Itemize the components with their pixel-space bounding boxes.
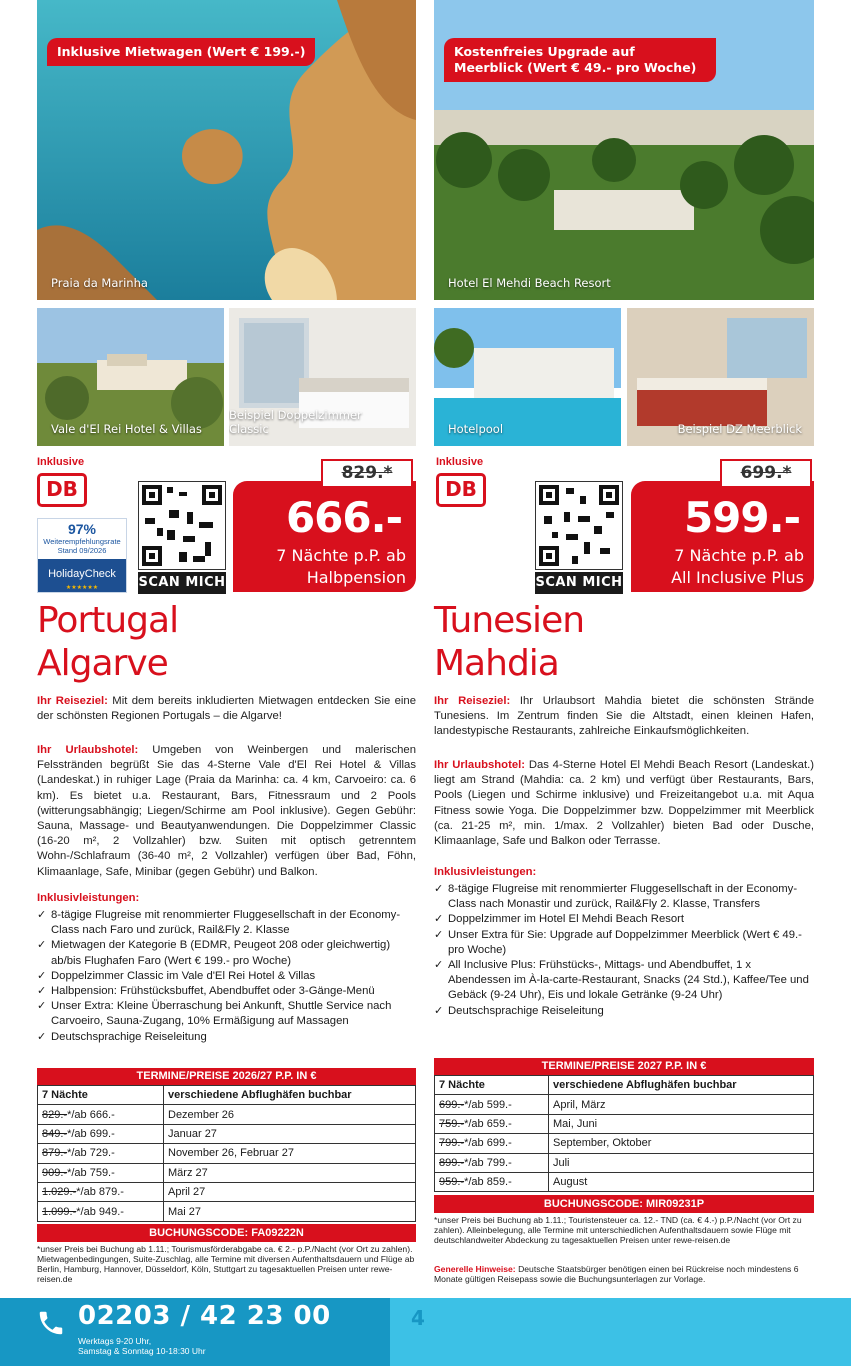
- list-item: ✓ 8-tägige Flugreise mit renommierter Fluggesellschaft in der Economy-Class nach Faro und zurück, Rail&Fly 2. Klasse: [37, 908, 416, 938]
- photo-caption: Vale d'El Rei Hotel & Villas: [51, 422, 202, 436]
- db-logo: DB: [37, 473, 87, 507]
- scan-label: SCAN MICH: [535, 572, 623, 594]
- table-row: [38, 1144, 416, 1163]
- table-row: [38, 1124, 416, 1143]
- holidaycheck-badge: [37, 518, 127, 593]
- fine-print: *unser Preis bei Buchung ab 1.11.; Tourismusförderabgabe ca. € 2.- p.P./Nacht (vor Ort zu zahlen). Mietwagenbedingungen, Suite-Zuschlag, alle Termine mit diversen Aufenthaltsdauern und Flüge ab Berlin, Hamburg, Hannover, Düsseldorf, Köln, Stuttgart zu tagesaktuellen Preisen unter rewe-reisen.de: [37, 1244, 415, 1284]
- col-nights: 7 Nächte: [435, 1076, 549, 1095]
- db-logo: DB: [436, 473, 486, 507]
- inklusive-label: Inklusive: [436, 456, 484, 468]
- date-cell: Januar 27: [164, 1124, 416, 1143]
- reiseziel-text: [434, 694, 814, 740]
- list-item: ✓ Doppelzimmer im Hotel El Mehdi Beach Resort: [434, 912, 814, 927]
- list-item: ✓ Doppelzimmer Classic im Vale d'El Rei Hotel & Villas: [37, 969, 416, 984]
- price-table: [434, 1075, 814, 1192]
- footer-contact: [0, 1298, 390, 1366]
- inklusiv-title: Inklusivleistungen:: [434, 866, 537, 878]
- old-price-cell: 899.-: [439, 1156, 465, 1169]
- price-table-title: TERMINE/PREISE 2027 P.P. IN €: [434, 1058, 814, 1075]
- thumb-room-photo: [229, 308, 416, 446]
- photo-caption: Hotel El Mehdi Beach Resort: [448, 276, 611, 290]
- reiseziel-label: Ihr Reiseziel:: [434, 695, 511, 707]
- price-subtitle: [624, 545, 804, 589]
- price-table: [37, 1085, 416, 1222]
- qr-pattern: [139, 482, 225, 569]
- hotel-label: Ihr Urlaubshotel:: [37, 744, 139, 756]
- price-nights: 7 Nächte p.P. ab: [674, 546, 804, 565]
- old-price-cell: 909.-: [42, 1166, 68, 1179]
- booking-code: BUCHUNGSCODE: MIR09231P: [434, 1195, 814, 1213]
- main-photo-praia-da-marinha: [37, 0, 416, 300]
- price-cell: [435, 1153, 549, 1172]
- new-price-cell: */ab 729.-: [67, 1147, 115, 1160]
- list-item: ✓ Halbpension: Frühstücksbuffet, Abendbuffet oder 3-Gänge-Menü: [37, 984, 416, 999]
- price-value: 599.-: [683, 493, 800, 542]
- hotel-text: [37, 743, 416, 880]
- qr-code[interactable]: [138, 481, 226, 570]
- price-board: Halbpension: [306, 568, 406, 587]
- table-row: [38, 1182, 416, 1201]
- phone-icon: [36, 1308, 66, 1338]
- photo-caption: Beispiel Doppelzimmer Classic: [229, 408, 362, 436]
- thumb-pool-photo: [434, 308, 621, 446]
- list-item: ✓ Deutschsprachige Reiseleitung: [37, 1030, 416, 1045]
- price-cell: [38, 1163, 164, 1182]
- price-cell: [38, 1124, 164, 1143]
- price-box: [631, 481, 814, 592]
- date-cell: Juli: [549, 1153, 814, 1172]
- price-cell: [38, 1105, 164, 1124]
- price-cell: [435, 1172, 549, 1191]
- table-row: [435, 1153, 814, 1172]
- price-value: 666.-: [285, 493, 402, 542]
- table-header-row: [435, 1076, 814, 1095]
- old-price-cell: 959.-: [439, 1176, 465, 1189]
- fine-print: *unser Preis bei Buchung ab 1.11.; Touristensteuer ca. 12.- TND (ca. € 4.-) p.P./Nacht (vor Ort zu zahlen). Alleinbelegung, alle Termine mit unterschiedlichen Aufenthaltsdauern sowie Flüge mit deutschlandweiter Abdeckung zu tagesaktuellen Preisen unter rewe-reisen.de: [434, 1215, 802, 1245]
- table-row: [38, 1105, 416, 1124]
- table-row: [435, 1172, 814, 1191]
- old-price-cell: 1.099.-: [42, 1205, 77, 1218]
- list-item: ✓ All Inclusive Plus: Frühstücks-, Mittags- und Abendbuffet, 1 x Abendessen im À-la-carte-Restaurant, Snacks (24 Std.), Kaffee/Tee und Gebäck (9-24 Uhr), Eis und lokale Getränke (9-24 Uhr): [434, 958, 814, 1004]
- date-cell: März 27: [164, 1163, 416, 1182]
- date-cell: April, März: [549, 1095, 814, 1114]
- hours-weekdays: Werktags 9-20 Uhr,: [78, 1336, 152, 1346]
- qr-code[interactable]: [535, 481, 623, 570]
- new-price-cell: */ab 599.-: [464, 1098, 512, 1111]
- general-notice-text: Deutsche Staatsbürger benötigen einen bei Rückreise noch mindestens 6 Monate gültigen Reisepass sowie die Buchungsunterlagen zur Vorlage.: [434, 1264, 799, 1284]
- price-cell: [38, 1182, 164, 1201]
- old-price-cell: 759.-: [439, 1117, 465, 1130]
- table-row: [435, 1095, 814, 1114]
- region-title: Mahdia: [434, 643, 559, 684]
- photo-caption: Beispiel DZ Meerblick: [677, 422, 802, 436]
- date-cell: Dezember 26: [164, 1105, 416, 1124]
- old-price-cell: 829.-: [42, 1108, 68, 1121]
- old-price-cell: 879.-: [42, 1147, 68, 1160]
- recommendation-label: Weiterempfehlungsrate: [43, 537, 121, 546]
- old-price-cell: 699.-: [439, 1098, 465, 1111]
- date-cell: Mai 27: [164, 1202, 416, 1221]
- main-photo-hotel-resort: [434, 0, 814, 300]
- table-row: [435, 1114, 814, 1133]
- new-price-cell: */ab 759.-: [67, 1166, 115, 1179]
- inklusiv-list: [434, 882, 814, 1019]
- list-item: ✓ Unser Extra: Kleine Überraschung bei Ankunft, Shuttle Service nach Carvoeiro, Sauna-Zugang, 10% Ermäßigung auf Massagen: [37, 999, 416, 1029]
- inklusiv-title: Inklusivleistungen:: [37, 892, 140, 904]
- hotel-label: Ihr Urlaubshotel:: [434, 759, 526, 771]
- list-item: ✓ Mietwagen der Kategorie B (EDMR, Peugeot 208 oder gleichwertig) ab/bis Flughafen Faro (Wert € 199.- pro Woche): [37, 938, 416, 968]
- hotel-body: Umgeben von Weinbergen und malerischen Felsstränden begrüßt Sie das 4-Sterne Vale d'El Rei Hotel & Villas (Landeskat.) in ruhiger Lage (Praia da Marinha: ca. 4 km, Carvoeiro: ca. 6 km). Es bietet u.a. Restaurant, Bars, Fitnessraum und 2 Pools (witterungsabhängig; Liegen/Schirme am Pool inklusive). Gegen Gebühr: Sauna, Massage- und Beautyanwendungen. Die Doppelzimmer Classic (16-20 m², 2 Vollzahler) bzw. Suiten mit optisch getrenntem Wohn-/Schlafraum (36-40 m², 2 Vollzahler) verfügen über Bad, Föhn, Klimaanlage, Safe, Minibar (gegen Gebühr) und Balkon.: [37, 744, 416, 878]
- table-header-row: [38, 1086, 416, 1105]
- reiseziel-label: Ihr Reiseziel:: [37, 695, 108, 707]
- inklusive-label: Inklusive: [37, 456, 85, 468]
- price-cell: [435, 1134, 549, 1153]
- general-notice-label: Generelle Hinweise:: [434, 1264, 516, 1274]
- hours-weekend: Samstag & Sonntag 10-18:30 Uhr: [78, 1346, 206, 1356]
- price-cell: [38, 1144, 164, 1163]
- old-price: 699.*: [720, 459, 812, 488]
- date-cell: Mai, Juni: [549, 1114, 814, 1133]
- rating-stars: ★★★★★★: [65, 585, 99, 591]
- date-cell: November 26, Februar 27: [164, 1144, 416, 1163]
- phone-number[interactable]: 02203 / 42 23 00: [78, 1301, 331, 1331]
- new-price-cell: */ab 799.-: [464, 1156, 512, 1169]
- price-subtitle: [226, 545, 406, 589]
- date-cell: April 27: [164, 1182, 416, 1201]
- region-title: Algarve: [37, 643, 168, 684]
- price-box: [233, 481, 416, 592]
- date-cell: September, Oktober: [549, 1134, 814, 1153]
- photo-caption: Hotelpool: [448, 422, 504, 436]
- list-item: ✓ Deutschsprachige Reiseleitung: [434, 1004, 814, 1019]
- upgrade-banner: [444, 38, 716, 82]
- recommendation-percent: 97%: [67, 521, 97, 537]
- qr-pattern: [536, 482, 622, 569]
- thumb-room-photo: [627, 308, 814, 446]
- old-price-cell: 1.029.-: [42, 1186, 77, 1199]
- price-table-title: TERMINE/PREISE 2026/27 P.P. IN €: [37, 1068, 416, 1085]
- reiseziel-text: [37, 694, 416, 724]
- country-title: Portugal: [37, 600, 179, 641]
- new-price-cell: */ab 659.-: [464, 1117, 512, 1130]
- old-price-cell: 799.-: [439, 1137, 465, 1150]
- reiseziel-body: Mit dem bereits inkludierten Mietwagen entdecken Sie eine der schönsten Regionen Portugals – die Algarve!: [37, 695, 416, 723]
- price-cell: [435, 1095, 549, 1114]
- new-price-cell: */ab 949.-: [76, 1205, 124, 1218]
- new-price-cell: */ab 699.-: [67, 1127, 115, 1140]
- page-number: 4: [411, 1306, 425, 1330]
- holidaycheck-logo: HolidayCheck: [38, 559, 126, 592]
- price-nights: 7 Nächte p.P. ab: [276, 546, 406, 565]
- old-price-cell: 849.-: [42, 1127, 68, 1140]
- footer-bar: [0, 1298, 851, 1366]
- thumb-hotel-photo: [37, 308, 224, 446]
- recommendation-date: Stand 09/2026: [57, 546, 107, 555]
- opening-hours: [78, 1336, 206, 1356]
- new-price-cell: */ab 666.-: [67, 1108, 115, 1121]
- hotel-text: [434, 758, 814, 849]
- new-price-cell: */ab 699.-: [464, 1137, 512, 1150]
- scan-label: SCAN MICH: [138, 572, 226, 594]
- col-airports: verschiedene Abflughäfen buchbar: [164, 1086, 416, 1105]
- price-cell: [435, 1114, 549, 1133]
- new-price-cell: */ab 859.-: [464, 1176, 512, 1189]
- mietwagen-banner: Inklusive Mietwagen (Wert € 199.-): [47, 38, 315, 66]
- old-price: 829.*: [321, 459, 413, 488]
- price-board: All Inclusive Plus: [671, 568, 804, 587]
- date-cell: August: [549, 1172, 814, 1191]
- reiseziel-body: Ihr Urlaubsort Mahdia bietet die schönsten Strände Tunesiens. Im Zentrum finden Sie die Altstadt, einen kleinen Hafen, landestypische Restaurants, zahlreiche Einkaufsmöglichkeiten.: [434, 695, 814, 738]
- col-airports: verschiedene Abflughäfen buchbar: [549, 1076, 814, 1095]
- general-notice: [434, 1264, 814, 1284]
- table-row: [38, 1163, 416, 1182]
- list-item: ✓ 8-tägige Flugreise mit renommierter Fluggesellschaft in der Economy-Class nach Monastir und zurück, Rail&Fly 2. Klasse, Transfers: [434, 882, 814, 912]
- table-row: [435, 1134, 814, 1153]
- table-row: [38, 1202, 416, 1221]
- photo-caption: Praia da Marinha: [51, 276, 148, 290]
- new-price-cell: */ab 879.-: [76, 1186, 124, 1199]
- booking-code: BUCHUNGSCODE: FA09222N: [37, 1224, 416, 1242]
- price-cell: [38, 1202, 164, 1221]
- col-nights: 7 Nächte: [38, 1086, 164, 1105]
- inklusiv-list: [37, 908, 416, 1045]
- hotel-body: Das 4-Sterne Hotel El Mehdi Beach Resort (Landeskat.) liegt am Strand (Mahdia: ca. 2 km) und verfügt über Restaurants, Bars, Pools (Liegen und Schirme inklusive) und Freizeitangebot u.a. mit Aqua Fitness sowie Yoga. Die Doppelzimmer bzw. Doppelzimmer mit Meerblick (ca. 21-25 m², min. 1/max. 2 Vollzahler) bieten Bad oder Dusche, Klimaanlage, Safe und Balkon oder Terrasse.: [434, 759, 814, 848]
- country-title: Tunesien: [434, 600, 585, 641]
- list-item: ✓ Unser Extra für Sie: Upgrade auf Doppelzimmer Meerblick (Wert € 49.- pro Woche): [434, 928, 814, 958]
- upgrade-banner-text: Kostenfreies Upgrade auf Meerblick (Wert € 49.- pro Woche): [454, 44, 697, 75]
